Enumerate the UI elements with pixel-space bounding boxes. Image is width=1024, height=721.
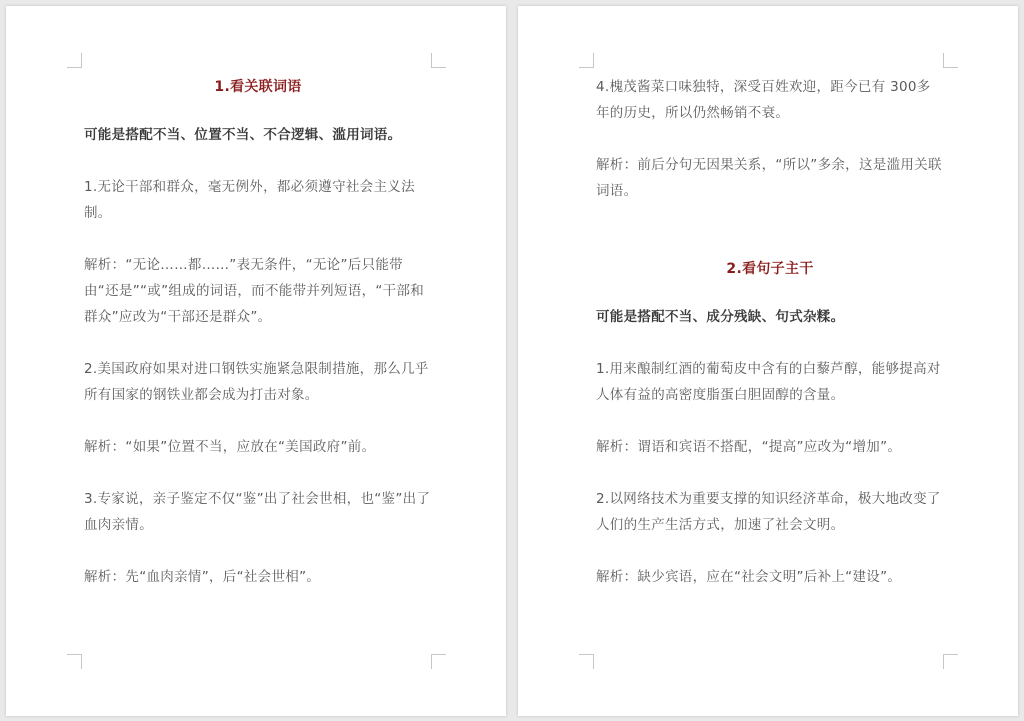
analysis-paragraph: 解析：“如果”位置不当，应放在“美国政府”前。 <box>84 439 376 455</box>
analysis-paragraph: 解析：缺少宾语，应在“社会文明”后补上“建设”。 <box>596 569 902 585</box>
example-sentence: 2.美国政府如果对进口钢铁实施紧急限制措施，那么几乎所有国家的钢铁业都会成为打击对象。 <box>84 361 429 403</box>
section-lead: 可能是搭配不当、位置不当、不合逻辑、滥用词语。 <box>84 127 402 143</box>
example-sentence: 2.以网络技术为重要支撑的知识经济革命，极大地改变了人们的生产生活方式，加速了社会文明。 <box>596 491 941 533</box>
margin-corner-mark <box>431 654 446 669</box>
page-content <box>596 74 944 616</box>
section-heading: 1.看关联词语 <box>214 79 302 95</box>
document-page-right <box>518 6 1018 716</box>
margin-corner-mark <box>67 53 82 68</box>
margin-corner-mark <box>943 53 958 68</box>
document-page-left <box>6 6 506 716</box>
margin-corner-mark <box>943 654 958 669</box>
analysis-paragraph: 解析：“无论……都……”表无条件，“无论”后只能带由“还是”“或”组成的词语，而不能带并列短语，“干部和群众”应改为“干部还是群众”。 <box>84 257 425 325</box>
margin-corner-mark <box>579 654 594 669</box>
margin-corner-mark <box>67 654 82 669</box>
analysis-paragraph: 解析：谓语和宾语不搭配，“提高”应改为“增加”。 <box>596 439 902 455</box>
section-lead: 可能是搭配不当、成分残缺、句式杂糅。 <box>596 309 845 325</box>
example-sentence: 3.专家说，亲子鉴定不仅“鉴”出了社会世相，也“鉴”出了血肉亲情。 <box>84 491 431 533</box>
analysis-paragraph: 解析：先“血肉亲情”，后“社会世相”。 <box>84 569 321 585</box>
example-sentence: 1.用来酿制红酒的葡萄皮中含有的白藜芦醇，能够提高对人体有益的高密度脂蛋白胆固醇的含量。 <box>596 361 941 403</box>
example-sentence: 4.槐茂酱菜口味独特，深受百姓欢迎，距今已有 300多年的历史，所以仍然畅销不衰。 <box>596 79 931 121</box>
margin-corner-mark <box>579 53 594 68</box>
page-content <box>84 70 432 616</box>
margin-corner-mark <box>431 53 446 68</box>
section-heading: 2.看句子主干 <box>726 261 814 277</box>
example-sentence: 1.无论干部和群众，毫无例外，都必须遵守社会主义法制。 <box>84 179 415 221</box>
analysis-paragraph: 解析：前后分句无因果关系，“所以”多余，这是滥用关联词语。 <box>596 157 942 199</box>
